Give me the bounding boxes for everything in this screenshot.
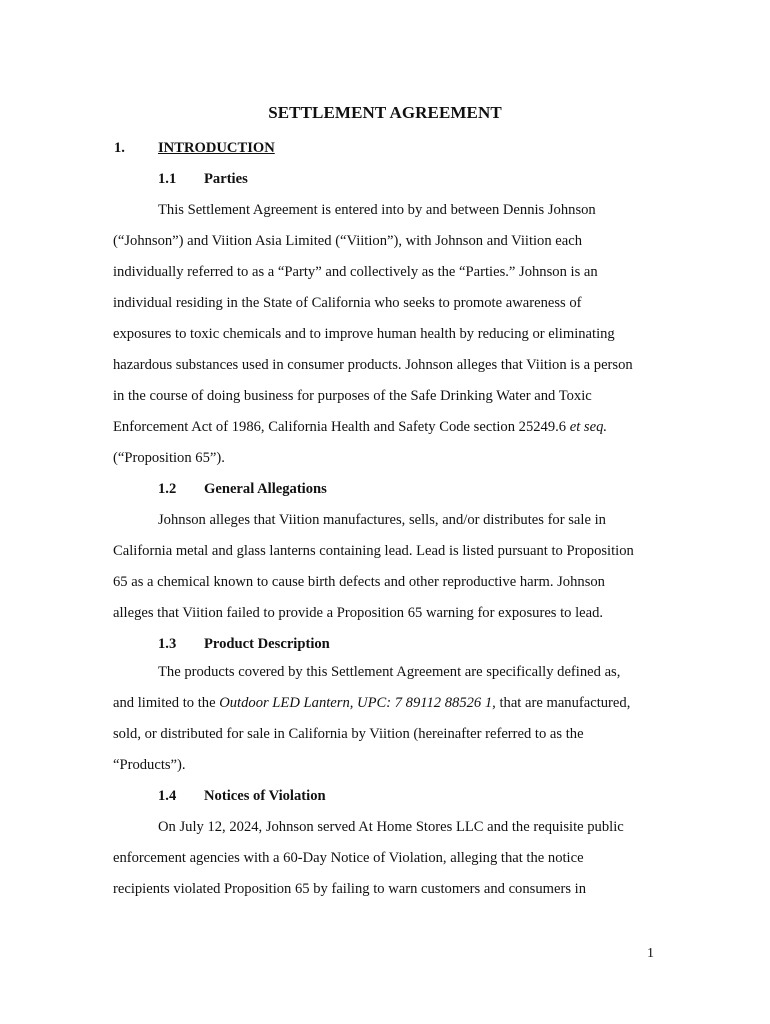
section-heading: INTRODUCTION <box>158 140 275 156</box>
subsection-number: 1.4 <box>158 788 177 804</box>
paragraph-line: On July 12, 2024, Johnson served At Home Stores LLC and the requisite public <box>158 819 624 835</box>
subsection-number: 1.2 <box>158 481 177 497</box>
paragraph-line: (“Proposition 65”). <box>113 450 225 466</box>
paragraph-line: recipients violated Proposition 65 by failing to warn customers and consumers in <box>113 881 586 897</box>
paragraph-line: Johnson alleges that Viition manufactures, sells, and/or distributes for sale in <box>158 512 606 528</box>
paragraph-line: individually referred to as a “Party” and collectively as the “Parties.” Johnson is an <box>113 264 598 280</box>
paragraph-line: “Products”). <box>113 757 186 773</box>
paragraph-line: individual residing in the State of California who seeks to promote awareness of <box>113 295 582 311</box>
subsection-heading: General Allegations <box>204 481 327 497</box>
paragraph-line: This Settlement Agreement is entered into by and between Dennis Johnson <box>158 202 596 218</box>
paragraph-line: 65 as a chemical known to cause birth defects and other reproductive harm. Johnson <box>113 574 605 590</box>
subsection-heading: Notices of Violation <box>204 788 326 804</box>
paragraph-line: The products covered by this Settlement Agreement are specifically defined as, <box>158 664 621 680</box>
paragraph-line: California metal and glass lanterns containing lead. Lead is listed pursuant to Proposition <box>113 543 634 559</box>
paragraph-line: sold, or distributed for sale in California by Viition (hereinafter referred to as the <box>113 726 584 742</box>
paragraph-line: alleges that Viition failed to provide a Proposition 65 warning for exposures to lead. <box>113 605 604 621</box>
paragraph-line <box>113 693 630 713</box>
paragraph-text: that are manufactured, <box>495 695 631 711</box>
paragraph-line: (“Johnson”) and Viition Asia Limited (“Viition”), with Johnson and Viition each <box>113 233 583 249</box>
document-title: SETTLEMENT AGREEMENT <box>268 103 502 122</box>
paragraph-line: hazardous substances used in consumer products. Johnson alleges that Viition is a person <box>113 357 633 373</box>
italic-product-name: Outdoor LED Lantern, UPC: 7 89112 88526 1, <box>219 695 496 711</box>
page-number: 1 <box>647 946 654 961</box>
section-number: 1. <box>114 140 125 156</box>
paragraph-line: enforcement agencies with a 60-Day Notice of Violation, alleging that the notice <box>113 850 584 866</box>
paragraph-line <box>113 417 607 437</box>
paragraph-line: exposures to toxic chemicals and to improve human health by reducing or eliminating <box>113 326 615 342</box>
subsection-number: 1.1 <box>158 171 177 187</box>
paragraph-text: and limited to the <box>113 695 220 711</box>
subsection-number: 1.3 <box>158 636 177 652</box>
paragraph-text: Enforcement Act of 1986, California Health and Safety Code section 25249.6 <box>113 419 570 435</box>
subsection-heading: Parties <box>204 171 248 187</box>
italic-citation: et seq. <box>569 419 608 435</box>
subsection-heading: Product Description <box>204 636 330 652</box>
paragraph-line: in the course of doing business for purposes of the Safe Drinking Water and Toxic <box>113 388 592 404</box>
